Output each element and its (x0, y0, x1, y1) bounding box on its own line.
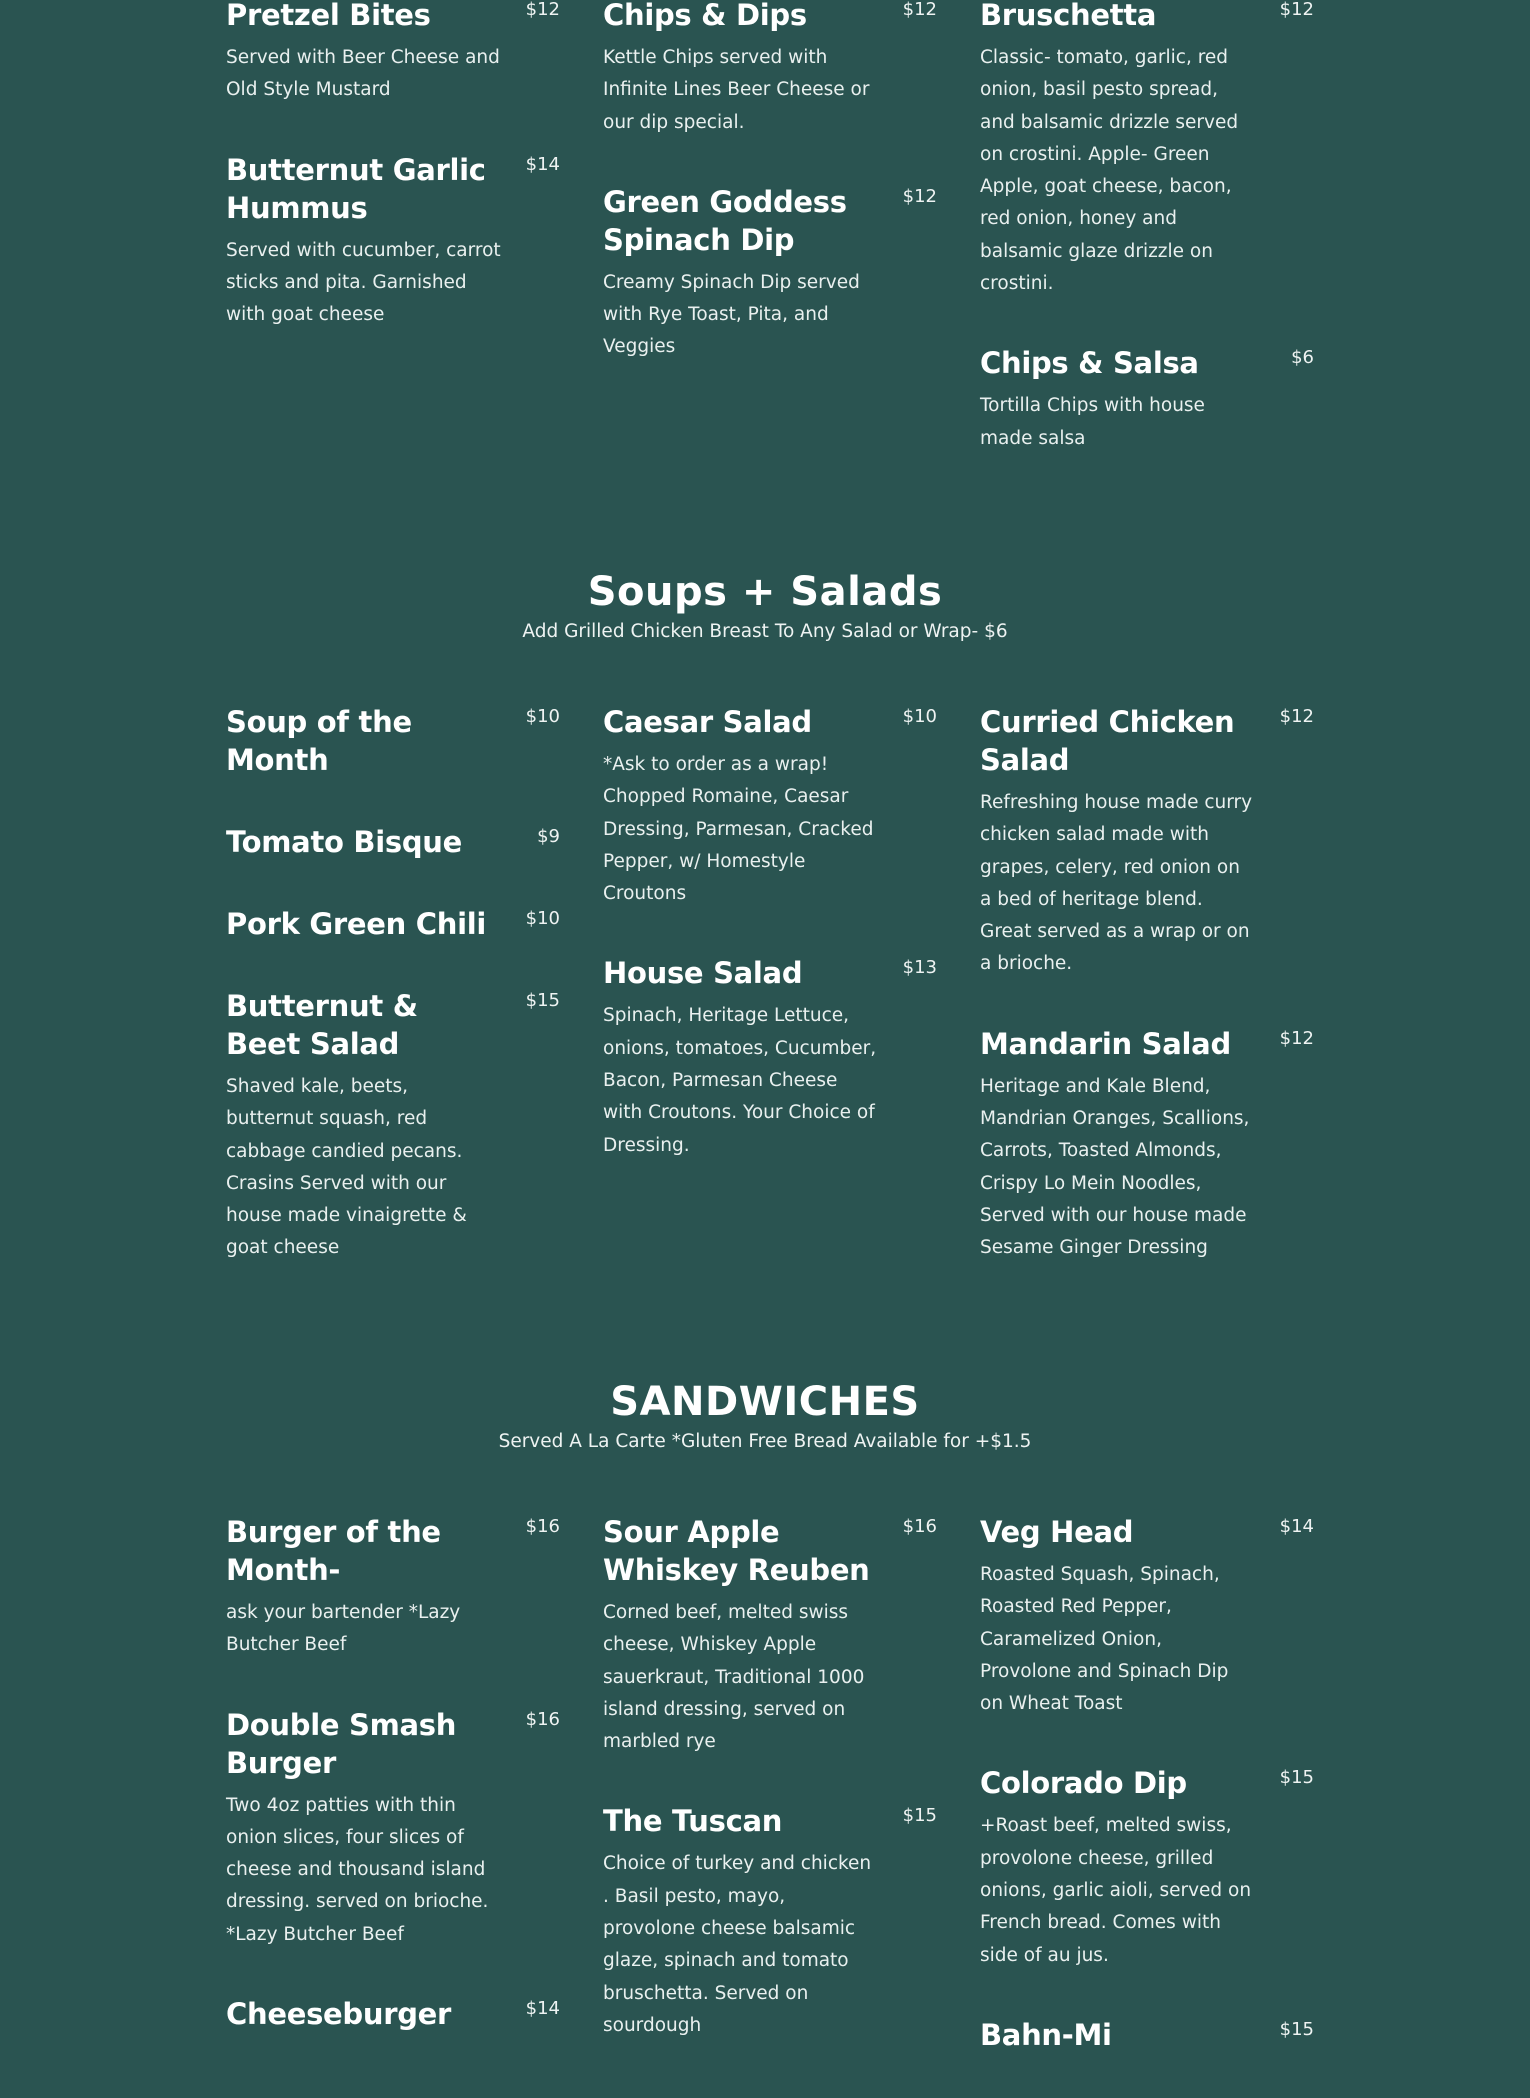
menu-item-price: $16 (525, 1708, 560, 1730)
menu-item (226, 151, 566, 332)
menu-item (603, 1802, 943, 2042)
menu-item-name: Colorado Dip (980, 1766, 1187, 1801)
menu-item (980, 344, 1320, 455)
menu-item (603, 954, 943, 1161)
menu-item-price: $16 (525, 1516, 560, 1537)
menu-item (980, 2016, 1320, 2054)
menu-item-price: $12 (1279, 0, 1314, 20)
menu-item-price: $10 (525, 908, 560, 929)
menu-item-price: $6 (1291, 347, 1314, 369)
menu-item-description: Classic- tomato, garlic, red onion, basil pesto spread, and balsamic drizzle served on crostini. Apple- Green Apple, goat cheese, bacon, red onion, honey and balsamic glaze drizzle on crostini. (980, 47, 1239, 295)
appetizers-column-2 (603, 0, 943, 408)
menu-item-price: $12 (1279, 1027, 1314, 1049)
menu-item-price: $16 (902, 1516, 937, 1537)
menu-item-name: Burger of the Month- (226, 1515, 441, 1587)
menu-item (226, 1706, 566, 1951)
menu-item-name: Butternut & Beet Salad (226, 989, 418, 1061)
menu-item-name: Chips & Dips (603, 0, 807, 32)
menu-item-name: Curried Chicken Salad (980, 705, 1235, 777)
menu-item-price: $15 (525, 990, 560, 1011)
menu-item-price: $12 (902, 185, 937, 207)
menu-item-price: $15 (1279, 2018, 1314, 2040)
menu-item-price: $12 (1279, 706, 1314, 727)
menu-item-description: Shaved kale, beets, butternut squash, red cabbage candied pecans. Crasins Served with our house made vinaigrette & goat cheese (226, 1076, 467, 1259)
menu-item (226, 703, 566, 779)
menu-item (980, 0, 1320, 300)
menu-item (226, 1513, 566, 1662)
menu-item-description: ask your bartender *Lazy Butcher Beef (226, 1602, 461, 1656)
section-subtitle: Add Grilled Chicken Breast To Any Salad or Wrap- $6 (522, 621, 1008, 642)
menu-item-price: $12 (525, 0, 560, 20)
section-subtitle: Served A La Carte *Gluten Free Bread Available for +$1.5 (498, 1431, 1032, 1452)
menu-item-name: Pretzel Bites (226, 0, 431, 32)
soups-salads-column-1 (226, 703, 566, 1309)
section-title: Soups + Salads (587, 569, 943, 615)
menu-item-name: Butternut Garlic Hummus (226, 152, 486, 225)
menu-item-name: Sour Apple Whiskey Reuben (603, 1515, 870, 1587)
menu-item-description: *Ask to order as a wrap! Chopped Romaine, Caesar Dressing, Parmesan, Cracked Pepper, w/ Homestyle Croutons (603, 754, 874, 905)
menu-item-price: $9 (537, 826, 560, 847)
menu-item-description: Served with cucumber, carrot sticks and pita. Garnished with goat cheese (226, 239, 501, 326)
menu-item-name: Green Goddess Spinach Dip (603, 184, 847, 257)
menu-item (603, 0, 943, 139)
menu-item (226, 987, 566, 1265)
menu-item (226, 1995, 566, 2033)
menu-item-description: Creamy Spinach Dip served with Rye Toast, Pita, and Veggies (603, 271, 860, 358)
menu-item-price: $14 (1279, 1516, 1314, 1537)
soups-salads-column-3 (980, 703, 1320, 1309)
sandwiches-column-1 (226, 1513, 566, 2077)
menu-item-description: Choice of turkey and chicken . Basil pesto, mayo, provolone cheese balsamic glaze, spinach and tomato bruschetta. Served on sourdough (603, 1853, 872, 2036)
menu-item-name: Mandarin Salad (980, 1026, 1231, 1061)
menu-item (226, 905, 566, 943)
menu-item-price: $14 (525, 1998, 560, 2020)
menu-item-name: Cheeseburger (226, 1997, 452, 2032)
menu-item-price: $15 (902, 1805, 937, 1827)
menu-item-description: Served with Beer Cheese and Old Style Mustard (226, 47, 500, 101)
soups-salads-header (0, 567, 1530, 645)
menu-item-name: Bruschetta (980, 0, 1157, 32)
menu-item-description: Corned beef, melted swiss cheese, Whiskey Apple sauerkraut, Traditional 1000 island dressing, served on marbled rye (603, 1602, 865, 1753)
menu-item-name: Veg Head (980, 1515, 1134, 1549)
section-title: SANDWICHES (610, 1379, 920, 1425)
menu-item-name: Pork Green Chili (226, 907, 486, 941)
sandwiches-header (0, 1377, 1530, 1455)
menu-item-description: Tortilla Chips with house made salsa (980, 395, 1205, 449)
menu-item-price: $15 (1279, 1767, 1314, 1789)
menu-item-price: $14 (525, 153, 560, 175)
menu-item (603, 183, 943, 364)
menu-item-name: Soup of the Month (226, 705, 412, 777)
soups-salads-column-2 (603, 703, 943, 1206)
menu-item-description: Roasted Squash, Spinach, Roasted Red Pepper, Caramelized Onion, Provolone and Spinach Dip on Wheat Toast (980, 1564, 1229, 1715)
menu-item (980, 1513, 1320, 1720)
menu-item-price: $12 (902, 0, 937, 20)
menu-item-name: Bahn-Mi (980, 2017, 1112, 2052)
appetizers-column-3 (980, 0, 1320, 499)
menu-item (603, 1513, 943, 1758)
menu-item-description: Two 4oz patties with thin onion slices, four slices of cheese and thousand island dressing. served on brioche. *Lazy Butcher Beef (226, 1794, 489, 1945)
sandwiches-column-3 (980, 1513, 1320, 2098)
menu-item (226, 823, 566, 861)
menu-item-price: $13 (902, 957, 937, 979)
menu-item-name: Tomato Bisque (226, 825, 463, 859)
menu-item-description: Heritage and Kale Blend, Mandrian Oranges, Scallions, Carrots, Toasted Almonds, Crispy Lo Mein Noodles, Served with our house made Sesame Ginger Dressing (980, 1075, 1250, 1259)
menu-item-name: House Salad (603, 956, 803, 991)
menu-item (226, 0, 566, 107)
menu-item-name: Double Smash Burger (226, 1707, 457, 1780)
menu-item (980, 1764, 1320, 1971)
menu-item-description: Kettle Chips served with Infinite Lines Beer Cheese or our dip special. (603, 47, 870, 133)
appetizers-column-1 (226, 0, 566, 375)
sandwiches-column-2 (603, 1513, 943, 2086)
menu-item-description: +Roast beef, melted swiss, provolone cheese, grilled onions, garlic aioli, served on French bread. Comes with side of au jus. (980, 1815, 1252, 1966)
menu-item-name: Caesar Salad (603, 705, 812, 739)
menu-item (980, 703, 1320, 981)
menu-item-name: Chips & Salsa (980, 346, 1199, 381)
menu-item (603, 703, 943, 910)
menu-item-price: $10 (902, 706, 937, 727)
menu-item-name: The Tuscan (603, 1804, 783, 1839)
menu-item (980, 1025, 1320, 1265)
menu-item-description: Spinach, Heritage Lettuce, onions, tomatoes, Cucumber, Bacon, Parmesan Cheese with Croutons. Your Choice of Dressing. (603, 1005, 877, 1156)
menu-item-price: $10 (525, 706, 560, 727)
menu-item-description: Refreshing house made curry chicken salad made with grapes, celery, red onion on a bed of heritage blend. Great served as a wrap or on a brioche. (980, 792, 1253, 975)
